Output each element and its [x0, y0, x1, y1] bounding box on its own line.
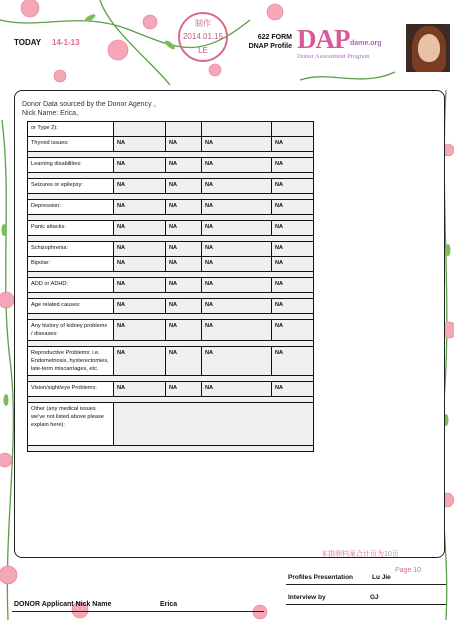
answer-cell: NA: [272, 278, 314, 293]
interview-label: Interview by: [288, 594, 326, 601]
spacer-cell: [28, 446, 314, 452]
answer-cell: NA: [114, 137, 166, 152]
answer-cell: NA: [272, 221, 314, 236]
table-row: [28, 137, 314, 152]
answer-cell: [202, 122, 272, 137]
answer-cell: NA: [202, 278, 272, 293]
question-cell: Any history of kidney problems / diseases:: [28, 320, 114, 341]
answer-cell: NA: [202, 299, 272, 314]
answer-cell: NA: [166, 137, 202, 152]
donor-photo: [406, 24, 450, 72]
question-cell: Bipolar:: [28, 257, 114, 272]
answer-cell: [114, 403, 314, 446]
stamp-bottom-text: LE: [198, 46, 208, 55]
answer-cell: NA: [272, 200, 314, 215]
stamp-date: 2014.01.15: [182, 32, 224, 41]
table-row: [28, 278, 314, 293]
table-row: [28, 242, 314, 257]
answer-cell: NA: [114, 278, 166, 293]
table-row: [28, 299, 314, 314]
intro-source-line: Donor Data sourced by the Donor Agency 。: [22, 101, 161, 108]
answer-cell: NA: [202, 221, 272, 236]
answer-cell: NA: [272, 347, 314, 376]
dap-logo: DAP: [297, 24, 350, 54]
answer-cell: NA: [272, 158, 314, 173]
dap-logo-suffix: dame.org: [350, 40, 382, 47]
interview-value: GJ: [370, 594, 379, 601]
nickname-value: Erica: [160, 601, 178, 608]
answer-cell: NA: [272, 137, 314, 152]
table-row: [28, 122, 314, 137]
answer-cell: [114, 122, 166, 137]
question-cell: Panic attacks:: [28, 221, 114, 236]
answer-cell: NA: [166, 242, 202, 257]
photo-face: [418, 34, 440, 62]
question-cell: Learning disabilities:: [28, 158, 114, 173]
stamp-top-text: 制作: [195, 19, 211, 28]
page-count-suffix: 10页: [384, 551, 399, 558]
answer-cell: NA: [114, 179, 166, 194]
form-title: [232, 33, 292, 51]
answer-cell: NA: [202, 179, 272, 194]
question-cell: ADD or ADHD:: [28, 278, 114, 293]
nickname-label: DONOR Applicant Nick Name: [14, 601, 112, 608]
answer-cell: NA: [202, 200, 272, 215]
answer-cell: NA: [202, 320, 272, 341]
today-date: 14-1-13: [52, 38, 80, 47]
table-row: [28, 347, 314, 376]
answer-cell: NA: [272, 382, 314, 397]
question-cell: Age related causes:: [28, 299, 114, 314]
interview-underline: [286, 604, 446, 605]
answer-cell: NA: [114, 347, 166, 376]
answer-cell: NA: [166, 382, 202, 397]
today-label: TODAY: [14, 38, 42, 47]
table-row: [28, 200, 314, 215]
answer-cell: NA: [166, 320, 202, 341]
question-cell: Depression:: [28, 200, 114, 215]
answer-cell: NA: [166, 158, 202, 173]
answer-cell: NA: [202, 347, 272, 376]
question-cell: or Type 2):: [28, 122, 114, 137]
question-cell: Vision/sight/eye Problems:: [28, 382, 114, 397]
answer-cell: NA: [114, 158, 166, 173]
page-number: Page 10: [395, 567, 422, 574]
answer-cell: NA: [114, 257, 166, 272]
answer-cell: NA: [166, 179, 202, 194]
answer-cell: NA: [202, 137, 272, 152]
question-cell: Seizures or epilepsy:: [28, 179, 114, 194]
page-count-prefix: 本捐卵档案合计页为: [321, 551, 384, 558]
presentation-label: Profiles Presentation: [288, 574, 354, 581]
page-count-note: [321, 549, 399, 559]
intro-text: [22, 100, 161, 118]
nickname-underline: [12, 611, 264, 612]
answer-cell: NA: [114, 200, 166, 215]
table-row: [28, 158, 314, 173]
table-row: [28, 257, 314, 272]
question-cell: Thyroid issues:: [28, 137, 114, 152]
answer-cell: NA: [202, 158, 272, 173]
answer-cell: NA: [166, 278, 202, 293]
answer-cell: NA: [114, 242, 166, 257]
answer-cell: NA: [166, 347, 202, 376]
answer-cell: [272, 122, 314, 137]
answer-cell: NA: [272, 242, 314, 257]
answer-cell: NA: [114, 221, 166, 236]
answer-cell: NA: [166, 200, 202, 215]
question-cell: Schizophrenia:: [28, 242, 114, 257]
answer-cell: NA: [166, 221, 202, 236]
form-subtitle: DNAP Profile: [248, 43, 292, 50]
table-row: [28, 320, 314, 341]
table-row: [28, 221, 314, 236]
answer-cell: NA: [272, 299, 314, 314]
presentation-underline: [286, 584, 446, 585]
intro-nickname-line: Nick Name: Erica。: [22, 110, 84, 117]
question-cell: Reproductive Problems: i.e. Endometriosis, hysterectomies, late-term miscarriages, etc.: [28, 347, 114, 376]
page-header: [0, 0, 454, 90]
spacer-row: [28, 446, 314, 452]
table-body: [28, 122, 314, 452]
answer-cell: NA: [202, 382, 272, 397]
answer-cell: NA: [114, 320, 166, 341]
answer-cell: NA: [166, 257, 202, 272]
answer-cell: NA: [272, 179, 314, 194]
answer-cell: NA: [272, 320, 314, 341]
form-number: 622 FORM: [257, 34, 292, 41]
answer-cell: NA: [202, 257, 272, 272]
table-row: [28, 179, 314, 194]
table-row: [28, 403, 314, 446]
answer-cell: [166, 122, 202, 137]
answer-cell: NA: [166, 299, 202, 314]
medical-history-table: [27, 121, 314, 452]
answer-cell: NA: [114, 299, 166, 314]
question-cell: Other (any medical issues we've not listed above please explain here):: [28, 403, 114, 446]
dap-tagline: Donor Assessment Program: [297, 53, 370, 60]
answer-cell: NA: [202, 242, 272, 257]
table-row: [28, 382, 314, 397]
answer-cell: NA: [272, 257, 314, 272]
answer-cell: NA: [114, 382, 166, 397]
presentation-value: Lu Jie: [372, 574, 391, 581]
seal-stamp: [178, 12, 228, 62]
